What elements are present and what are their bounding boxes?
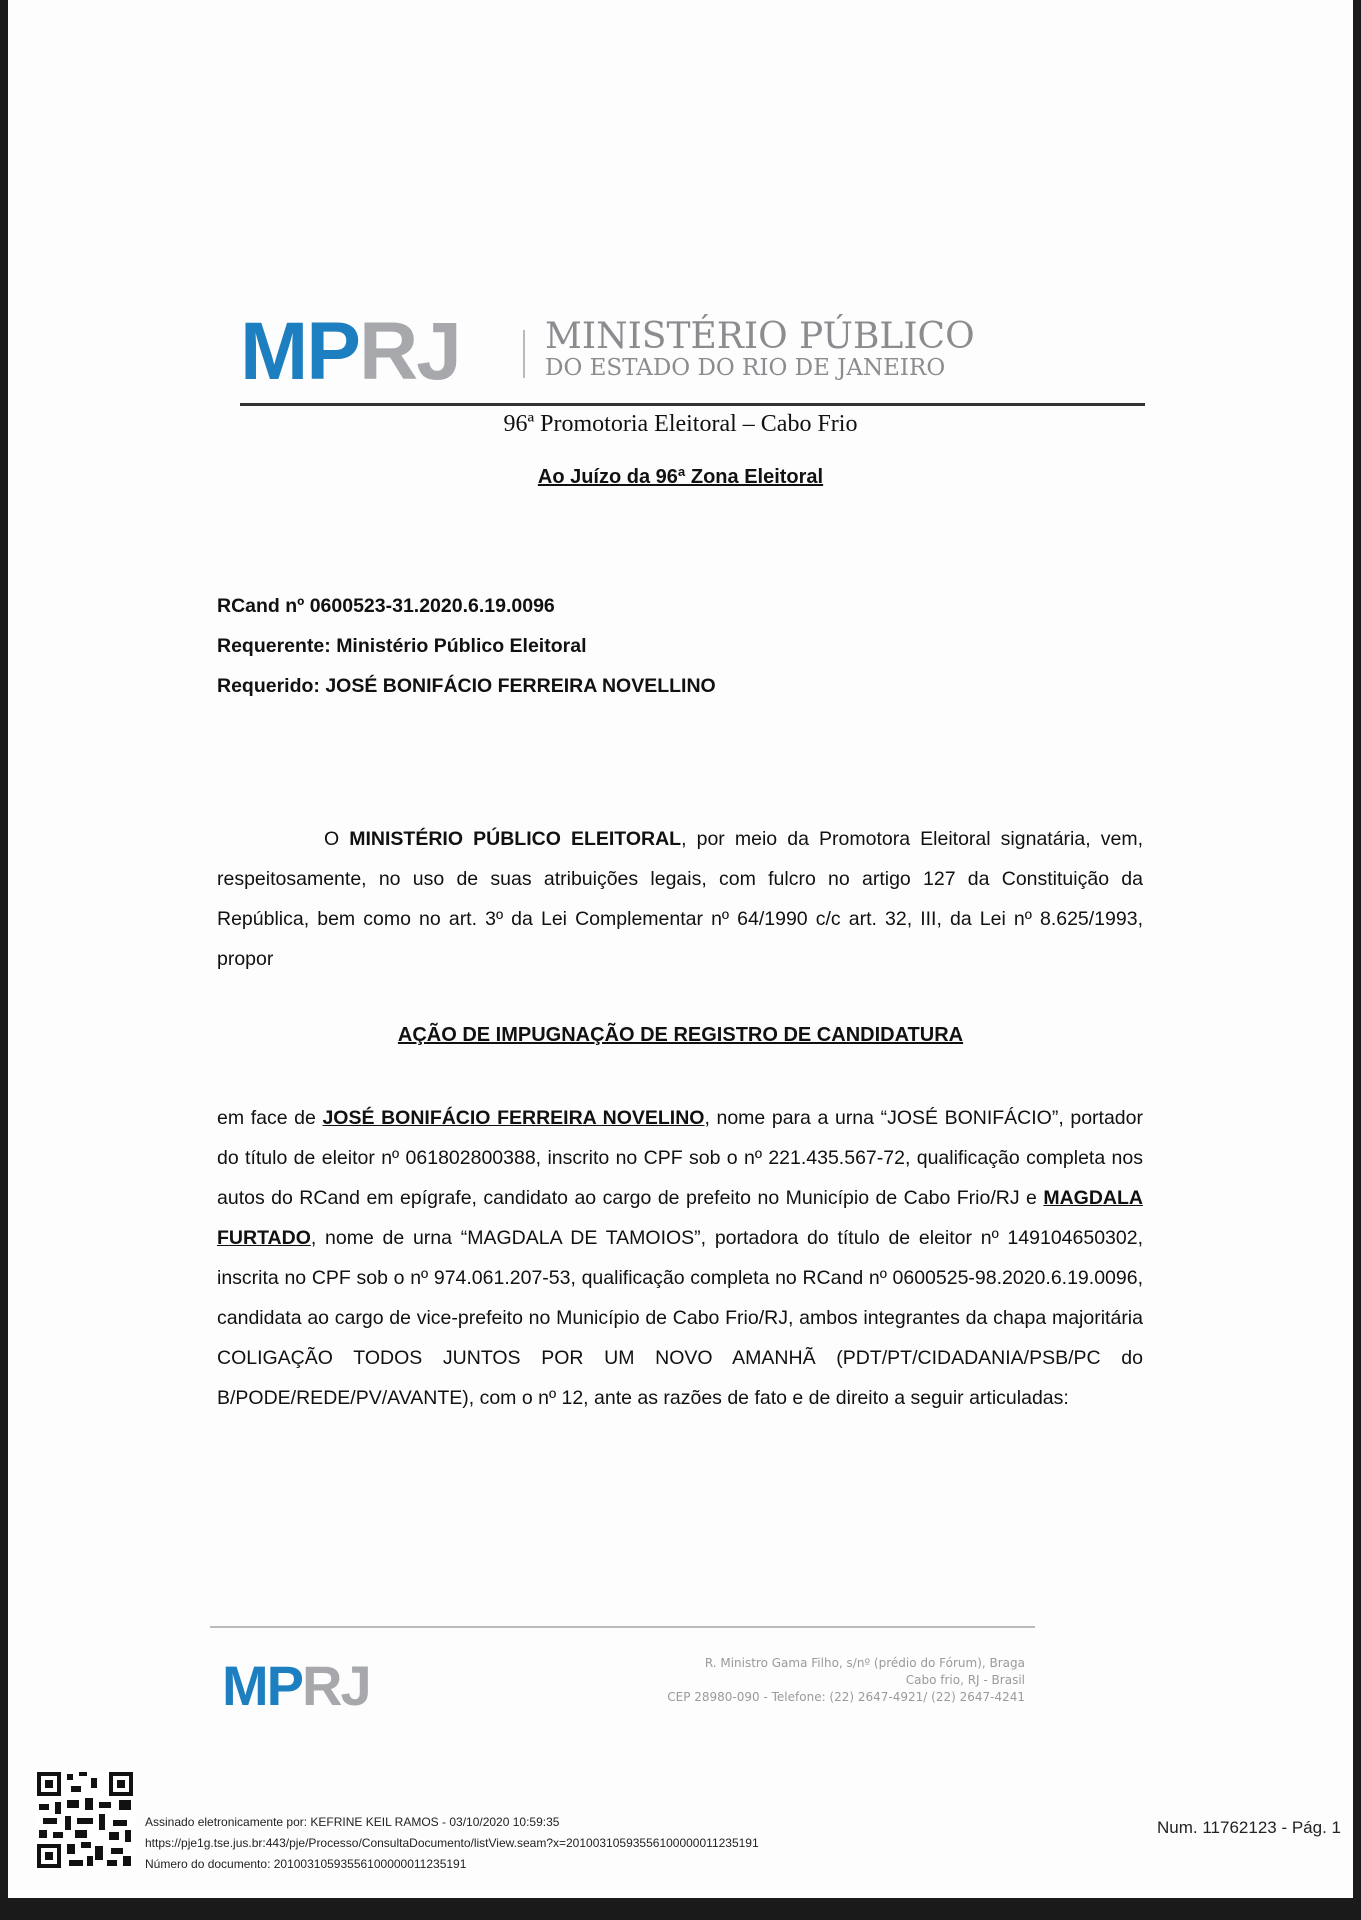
qr-code-icon (35, 1770, 135, 1870)
footer-logo-mp: MP (222, 1654, 302, 1717)
document-page (8, 0, 1353, 1898)
footer-rule (210, 1626, 1035, 1628)
document-url[interactable]: https://pje1g.tse.jus.br:443/pje/Processo/ConsultaDocumento/listView.seam?x=20100310593556100000011235191 (145, 1836, 759, 1850)
candidate-name: JOSÉ BONIFÁCIO FERREIRA NOVELINO (322, 1107, 705, 1129)
intro-lead: O (324, 828, 350, 850)
logo-rj: RJ (359, 306, 460, 397)
institution-name (545, 318, 975, 380)
case-info (217, 586, 716, 706)
address-line1: R. Ministro Gama Filho, s/nº (prédio do Fórum), Braga (704, 1656, 1025, 1670)
document-number: Número do documento: 20100310593556100000011235191 (145, 1857, 467, 1871)
signed-by: Assinado eletronicamente por: KEFRINE KEIL RAMOS - 03/10/2020 10:59:35 (145, 1815, 560, 1829)
address-line3: CEP 28980-090 - Telefone: (22) 2647-4921/ (22) 2647-4241 (667, 1690, 1025, 1704)
logo-divider (523, 330, 525, 378)
footer-address (508, 1655, 1025, 1706)
header-rule (240, 403, 1145, 406)
action-title: AÇÃO DE IMPUGNAÇÃO DE REGISTRO DE CANDIDATURA (397, 1024, 964, 1046)
rcand-number: RCand nº 0600523-31.2020.6.19.0096 (217, 595, 555, 617)
logo-mp: MP (240, 306, 359, 397)
requerido: Requerido: JOSÉ BONIFÁCIO FERREIRA NOVELLINO (217, 675, 716, 697)
intro-paragraph (217, 819, 1143, 979)
intro-bold: MINISTÉRIO PÚBLICO ELEITORAL (349, 828, 682, 850)
institution-line1: MINISTÉRIO PÚBLICO (545, 316, 975, 357)
facts-text-1: em face de (217, 1107, 323, 1129)
footer-logo (222, 1654, 370, 1717)
vice-candidate-name: MAGDALA FURTADO (217, 1187, 1143, 1249)
addressee: Ao Juízo da 96ª Zona Eleitoral (537, 466, 824, 488)
requerente: Requerente: Ministério Público Eleitoral (217, 635, 587, 657)
page-number: Num. 11762123 - Pág. 1 (1157, 1818, 1341, 1837)
intro-text: , por meio da Promotora Eleitoral signatária, vem, respeitosamente, no uso de suas atribuições legais, com fulcro no artigo 127 da Constituição da República, bem como no art. 3º da Lei Complementar nº 64/1990 c/c art. 32, III, da Lei nº 8.625/1993, propor (217, 828, 1143, 970)
office-name: 96ª Promotoria Eleitoral – Cabo Frio (503, 411, 858, 437)
address-line2: Cabo frio, RJ - Brasil (905, 1673, 1025, 1687)
facts-text-2: , nome para a urna “JOSÉ BONIFÁCIO”, portador do título de eleitor nº 061802800388, inscrito no CPF sob o nº 221.435.567-72, qualificação completa nos autos do RCand em epígrafe, candidato ao cargo de prefeito no Município de Cabo Frio/RJ e (217, 1107, 1143, 1209)
mprj-logo (240, 306, 460, 397)
institution-line2: DO ESTADO DO RIO DE JANEIRO (545, 355, 946, 381)
signature-block (145, 1812, 759, 1875)
footer-logo-rj: RJ (302, 1654, 370, 1717)
facts-text-3: , nome de urna “MAGDALA DE TAMOIOS”, portadora do título de eleitor nº 149104650302, inscrita no CPF sob o nº 974.061.207-53, qualificação completa no RCand nº 0600525-98.2020.6.19.0096, candidata ao cargo de vice-prefeito no Município de Cabo Frio/RJ, ambos integrantes da chapa majoritária COLIGAÇÃO TODOS JUNTOS POR UM NOVO AMANHÃ (PDT/PT/CIDADANIA/PSB/PC do B/PODE/REDE/PV/AVANTE), com o nº 12, ante as razões de fato e de direito a seguir articuladas: (217, 1227, 1143, 1409)
facts-paragraph (217, 1098, 1143, 1418)
